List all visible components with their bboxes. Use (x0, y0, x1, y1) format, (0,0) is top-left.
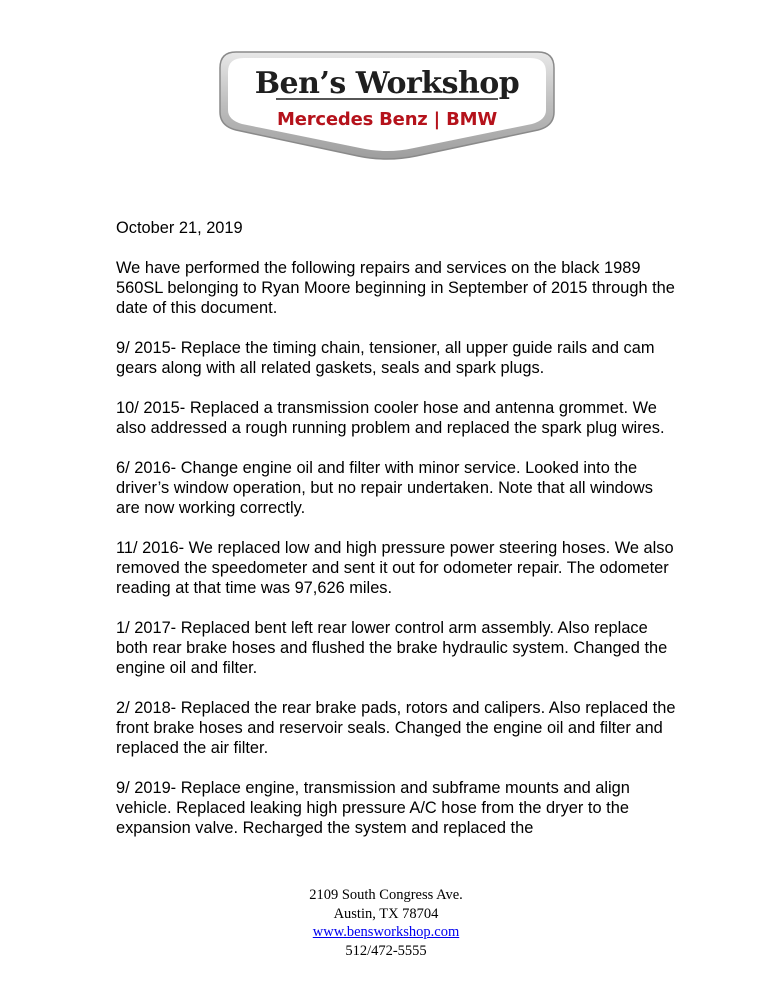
footer-phone: 512/472-5555 (345, 942, 427, 959)
logo-subtitle: Mercedes Benz | BMW (277, 109, 497, 130)
letter-body (116, 218, 676, 858)
letter-intro: We have performed the following repairs and services on the black 1989 560SL belonging to Ryan Moore beginning in September of 2015 through the date of this document. (116, 259, 675, 317)
service-entry: 2/ 2018- Replaced the rear brake pads, rotors and calipers. Also replaced the front brake hoses and reservoir seals. Changed the engine oil and filter and replaced the air filter. (116, 699, 676, 757)
footer-city: Austin, TX 78704 (333, 905, 439, 922)
company-logo (216, 44, 558, 164)
service-entry: 11/ 2016- We replaced low and high pressure power steering hoses. We also removed the speedometer and sent it out for odometer repair. The odometer reading at that time was 97,626 miles. (116, 539, 674, 597)
service-entry: 9/ 2019- Replace engine, transmission and subframe mounts and align vehicle. Replaced leaking high pressure A/C hose from the dryer to the expansion valve. Recharged the system and replaced the (116, 779, 630, 837)
footer-address: 2109 South Congress Ave. (309, 887, 463, 903)
footer-website-link[interactable]: www.bensworkshop.com (312, 924, 460, 940)
service-entry: 6/ 2016- Change engine oil and filter with minor service. Looked into the driver’s window operation, but no repair undertaken. Note that all windows are now working correctly. (116, 459, 653, 517)
logo-badge-shape (216, 44, 558, 164)
logo-title: Ben’s Workshop (254, 66, 520, 101)
letter-date: October 21, 2019 (116, 219, 243, 237)
service-entry: 10/ 2015- Replaced a transmission cooler hose and antenna grommet. We also addressed a rough running problem and replaced the spark plug wires. (116, 399, 665, 437)
service-entry: 1/ 2017- Replaced bent left rear lower control arm assembly. Also replace both rear brake hoses and flushed the brake hydraulic system. Changed the engine oil and filter. (116, 619, 668, 677)
letter-footer (0, 886, 772, 960)
service-entry: 9/ 2015- Replace the timing chain, tensioner, all upper guide rails and cam gears along with all related gaskets, seals and spark plugs. (116, 339, 655, 377)
